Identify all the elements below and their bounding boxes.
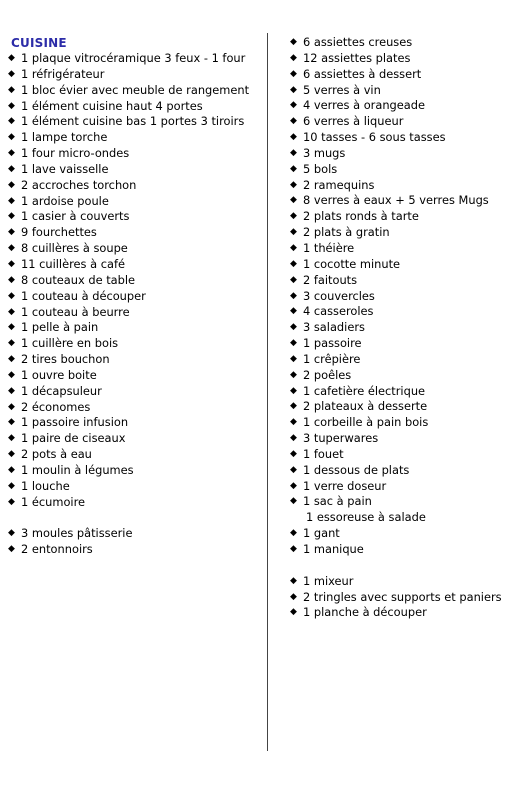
list-item-text: 1 corbeille à pain bois bbox=[303, 415, 429, 430]
list-item bbox=[8, 526, 258, 542]
list-item bbox=[290, 130, 520, 146]
list-item-text: 1 cocotte minute bbox=[303, 256, 401, 271]
list-item bbox=[290, 494, 520, 510]
list-item-text: 5 bols bbox=[303, 161, 338, 176]
diamond-bullet-icon: ◆ bbox=[290, 417, 297, 428]
list-item-text: 1 couteau à beurre bbox=[21, 304, 130, 319]
diamond-bullet-icon: ◆ bbox=[8, 306, 15, 317]
diamond-bullet-icon: ◆ bbox=[290, 433, 297, 444]
diamond-bullet-icon: ◆ bbox=[8, 195, 15, 206]
list-item-text: 1 fouet bbox=[303, 446, 344, 461]
list-item-text: 2 pots à eau bbox=[21, 447, 92, 462]
list-item-text: 2 tringles avec supports et paniers bbox=[303, 589, 502, 604]
list-gap bbox=[8, 510, 258, 526]
list-item-text: 6 verres à liqueur bbox=[303, 114, 404, 129]
list-item-text: 2 plateaux à desserte bbox=[303, 399, 428, 414]
list-item bbox=[8, 209, 258, 225]
list-item bbox=[290, 273, 520, 289]
diamond-bullet-icon: ◆ bbox=[290, 100, 297, 111]
list-item-text: 1 sac à pain bbox=[303, 494, 372, 509]
list-item-text: 3 couvercles bbox=[303, 288, 375, 303]
diamond-bullet-icon: ◆ bbox=[8, 211, 15, 222]
list-item-text: 1 crêpière bbox=[303, 351, 361, 366]
list-item bbox=[8, 241, 258, 257]
list-item bbox=[8, 83, 258, 99]
diamond-bullet-icon: ◆ bbox=[290, 338, 297, 349]
list-item bbox=[290, 83, 520, 99]
list-item bbox=[290, 574, 520, 590]
list-item bbox=[8, 257, 258, 273]
list-item bbox=[8, 400, 258, 416]
list-item-text: 2 économes bbox=[21, 399, 91, 414]
list-item-text: 3 saladiers bbox=[303, 320, 365, 335]
list-item-text: 1 plaque vitrocéramique 3 feux - 1 four bbox=[21, 51, 246, 65]
list-item-text: 1 passoire infusion bbox=[21, 415, 129, 430]
diamond-bullet-icon: ◆ bbox=[8, 148, 15, 159]
list-item-text: 1 réfrigérateur bbox=[21, 66, 105, 81]
list-item bbox=[290, 114, 520, 130]
diamond-bullet-icon: ◆ bbox=[290, 147, 297, 158]
list-item bbox=[290, 98, 520, 114]
list-item-text: 5 verres à vin bbox=[303, 82, 381, 97]
list-item-text: 3 mugs bbox=[303, 145, 346, 160]
list-item bbox=[8, 146, 258, 162]
list-item bbox=[8, 352, 258, 368]
diamond-bullet-icon: ◆ bbox=[8, 132, 15, 143]
diamond-bullet-icon: ◆ bbox=[8, 243, 15, 254]
diamond-bullet-icon: ◆ bbox=[8, 179, 15, 190]
diamond-bullet-icon: ◆ bbox=[290, 163, 297, 174]
list-item bbox=[290, 193, 520, 209]
diamond-bullet-icon: ◆ bbox=[8, 354, 15, 365]
diamond-bullet-icon: ◆ bbox=[8, 290, 15, 301]
diamond-bullet-icon: ◆ bbox=[290, 528, 297, 539]
list-item bbox=[8, 463, 258, 479]
list-item bbox=[290, 67, 520, 83]
list-item-text: 1 lampe torche bbox=[21, 130, 108, 145]
diamond-bullet-icon: ◆ bbox=[290, 591, 297, 602]
right-column bbox=[290, 35, 520, 621]
list-item bbox=[290, 336, 520, 352]
list-item-text: 1 essoreuse à salade bbox=[306, 510, 426, 525]
list-item bbox=[8, 305, 258, 321]
list-item bbox=[8, 368, 258, 384]
list-item-text: 1 décapsuleur bbox=[21, 383, 102, 398]
diamond-bullet-icon: ◆ bbox=[8, 227, 15, 238]
diamond-bullet-icon: ◆ bbox=[8, 433, 15, 444]
list-item-text: 1 gant bbox=[303, 526, 340, 541]
diamond-bullet-icon: ◆ bbox=[290, 385, 297, 396]
list-item bbox=[8, 162, 258, 178]
list-gap bbox=[290, 558, 520, 574]
diamond-bullet-icon: ◆ bbox=[8, 274, 15, 285]
diamond-bullet-icon: ◆ bbox=[290, 116, 297, 127]
diamond-bullet-icon: ◆ bbox=[8, 417, 15, 428]
list-item-text: 1 théière bbox=[303, 240, 355, 255]
list-item bbox=[290, 447, 520, 463]
list-item bbox=[290, 162, 520, 178]
list-item-text: 1 four micro-ondes bbox=[21, 146, 130, 161]
list-item-text: 1 paire de ciseaux bbox=[21, 431, 126, 446]
diamond-bullet-icon: ◆ bbox=[290, 242, 297, 253]
diamond-bullet-icon: ◆ bbox=[290, 607, 297, 618]
list-item-text: 2 ramequins bbox=[303, 177, 375, 192]
list-item-text: 1 ouvre boite bbox=[21, 367, 97, 382]
diamond-bullet-icon: ◆ bbox=[290, 84, 297, 95]
list-item bbox=[290, 399, 520, 415]
list-item bbox=[290, 526, 520, 542]
list-item-text: 1 planche à découper bbox=[303, 605, 427, 620]
diamond-bullet-icon: ◆ bbox=[8, 449, 15, 460]
list-item-text: 6 assiettes à dessert bbox=[303, 66, 422, 81]
diamond-bullet-icon: ◆ bbox=[8, 369, 15, 380]
list-item bbox=[8, 194, 258, 210]
list-item bbox=[290, 304, 520, 320]
list-item bbox=[290, 510, 520, 526]
list-item-text: 1 manique bbox=[303, 542, 364, 556]
diamond-bullet-icon: ◆ bbox=[290, 258, 297, 269]
list-item bbox=[8, 67, 258, 83]
list-item bbox=[8, 542, 258, 558]
diamond-bullet-icon: ◆ bbox=[290, 227, 297, 238]
diamond-bullet-icon: ◆ bbox=[8, 163, 15, 174]
list-item-text: 2 accroches torchon bbox=[21, 177, 137, 192]
list-item bbox=[8, 51, 258, 67]
list-item-text: 3 tuperwares bbox=[303, 431, 379, 446]
diamond-bullet-icon: ◆ bbox=[8, 258, 15, 269]
list-item-text: 8 couteaux de table bbox=[21, 272, 136, 287]
list-item bbox=[8, 320, 258, 336]
list-item bbox=[290, 352, 520, 368]
list-item-text: 1 casier à couverts bbox=[21, 209, 130, 224]
list-item-text: 2 faitouts bbox=[303, 272, 358, 287]
list-item bbox=[290, 542, 520, 558]
diamond-bullet-icon: ◆ bbox=[290, 195, 297, 206]
left-column bbox=[8, 51, 258, 558]
list-item bbox=[290, 51, 520, 67]
diamond-bullet-icon: ◆ bbox=[8, 68, 15, 79]
list-item bbox=[290, 35, 520, 51]
list-item bbox=[8, 130, 258, 146]
list-item bbox=[8, 384, 258, 400]
list-item bbox=[8, 99, 258, 115]
list-item bbox=[290, 590, 520, 606]
diamond-bullet-icon: ◆ bbox=[8, 322, 15, 333]
list-item-text: 2 plats à gratin bbox=[303, 225, 390, 240]
list-item-text: 10 tasses - 6 sous tasses bbox=[303, 130, 446, 145]
diamond-bullet-icon: ◆ bbox=[8, 385, 15, 396]
list-item bbox=[8, 431, 258, 447]
diamond-bullet-icon: ◆ bbox=[8, 53, 15, 63]
list-item-text: 8 verres à eaux + 5 verres Mugs bbox=[303, 193, 489, 208]
diamond-bullet-icon: ◆ bbox=[290, 179, 297, 190]
diamond-bullet-icon: ◆ bbox=[8, 338, 15, 349]
list-item-text: 12 assiettes plates bbox=[303, 50, 411, 65]
list-item-text: 1 écumoire bbox=[21, 494, 86, 509]
list-item-text: 1 dessous de plats bbox=[303, 462, 410, 477]
diamond-bullet-icon: ◆ bbox=[290, 290, 297, 301]
list-item-text: 1 moulin à légumes bbox=[21, 462, 134, 477]
diamond-bullet-icon: ◆ bbox=[290, 306, 297, 317]
diamond-bullet-icon: ◆ bbox=[290, 132, 297, 143]
diamond-bullet-icon: ◆ bbox=[290, 448, 297, 459]
diamond-bullet-icon: ◆ bbox=[290, 401, 297, 412]
list-item bbox=[8, 415, 258, 431]
list-item bbox=[290, 146, 520, 162]
list-item bbox=[290, 178, 520, 194]
diamond-bullet-icon: ◆ bbox=[290, 211, 297, 222]
list-item bbox=[8, 495, 258, 511]
diamond-bullet-icon: ◆ bbox=[290, 274, 297, 285]
list-item bbox=[8, 114, 258, 130]
diamond-bullet-icon: ◆ bbox=[8, 544, 15, 555]
diamond-bullet-icon: ◆ bbox=[290, 480, 297, 491]
diamond-bullet-icon: ◆ bbox=[290, 68, 297, 79]
list-item bbox=[290, 289, 520, 305]
list-item-text: 1 verre doseur bbox=[303, 478, 387, 493]
diamond-bullet-icon: ◆ bbox=[8, 401, 15, 412]
list-item-text: 1 louche bbox=[21, 478, 70, 493]
list-item-text: 1 élément cuisine haut 4 portes bbox=[21, 98, 203, 113]
diamond-bullet-icon: ◆ bbox=[8, 464, 15, 475]
list-item bbox=[8, 178, 258, 194]
diamond-bullet-icon: ◆ bbox=[290, 496, 297, 507]
list-item-text: 1 lave vaisselle bbox=[21, 161, 109, 176]
list-item-text: 2 entonnoirs bbox=[21, 542, 93, 557]
list-item bbox=[290, 605, 520, 621]
list-item-text: 3 moules pâtisserie bbox=[21, 526, 133, 541]
diamond-bullet-icon: ◆ bbox=[290, 575, 297, 586]
list-item-text: 2 plats ronds à tarte bbox=[303, 209, 419, 224]
diamond-bullet-icon: ◆ bbox=[290, 322, 297, 333]
list-item-text: 1 passoire bbox=[303, 336, 362, 351]
diamond-bullet-icon: ◆ bbox=[290, 52, 297, 63]
list-item bbox=[290, 225, 520, 241]
diamond-bullet-icon: ◆ bbox=[290, 37, 297, 47]
list-item-text: 1 élément cuisine bas 1 portes 3 tiroirs bbox=[21, 114, 245, 129]
diamond-bullet-icon: ◆ bbox=[8, 480, 15, 491]
section-title: CUISINE bbox=[11, 36, 67, 50]
list-item-text: 1 cafetière électrique bbox=[303, 383, 426, 398]
diamond-bullet-icon: ◆ bbox=[8, 528, 15, 539]
list-item bbox=[290, 257, 520, 273]
list-item bbox=[290, 431, 520, 447]
list-item bbox=[8, 336, 258, 352]
list-item bbox=[8, 273, 258, 289]
list-item-text: 4 casseroles bbox=[303, 304, 374, 319]
list-item bbox=[290, 384, 520, 400]
list-item-text: 6 assiettes creuses bbox=[303, 35, 413, 49]
list-item-text: 4 verres à orangeade bbox=[303, 98, 426, 113]
list-item-text: 2 tires bouchon bbox=[21, 352, 110, 367]
list-item bbox=[290, 368, 520, 384]
diamond-bullet-icon: ◆ bbox=[290, 464, 297, 475]
diamond-bullet-icon: ◆ bbox=[290, 353, 297, 364]
list-item-text: 1 ardoise poule bbox=[21, 193, 109, 208]
diamond-bullet-icon: ◆ bbox=[8, 100, 15, 111]
list-item-text: 11 cuillères à café bbox=[21, 256, 125, 271]
diamond-bullet-icon: ◆ bbox=[8, 116, 15, 127]
list-item bbox=[8, 289, 258, 305]
list-item bbox=[290, 241, 520, 257]
list-item-text: 1 mixeur bbox=[303, 573, 354, 588]
diamond-bullet-icon: ◆ bbox=[8, 496, 15, 507]
list-item bbox=[8, 447, 258, 463]
diamond-bullet-icon: ◆ bbox=[290, 544, 297, 554]
list-item-text: 9 fourchettes bbox=[21, 225, 97, 240]
list-item-text: 1 bloc évier avec meuble de rangement bbox=[21, 82, 250, 97]
list-item-text: 2 poêles bbox=[303, 367, 352, 382]
list-item bbox=[290, 415, 520, 431]
list-item-text: 1 cuillère en bois bbox=[21, 336, 119, 351]
list-item bbox=[290, 209, 520, 225]
list-item bbox=[290, 463, 520, 479]
list-item-text: 8 cuillères à soupe bbox=[21, 241, 128, 256]
list-item bbox=[8, 479, 258, 495]
list-item bbox=[290, 320, 520, 336]
list-item-text: 1 couteau à découper bbox=[21, 288, 146, 303]
list-item bbox=[290, 479, 520, 495]
diamond-bullet-icon: ◆ bbox=[8, 84, 15, 95]
list-item bbox=[8, 225, 258, 241]
column-divider bbox=[267, 33, 268, 751]
diamond-bullet-icon: ◆ bbox=[290, 369, 297, 380]
list-item-text: 1 pelle à pain bbox=[21, 320, 99, 335]
